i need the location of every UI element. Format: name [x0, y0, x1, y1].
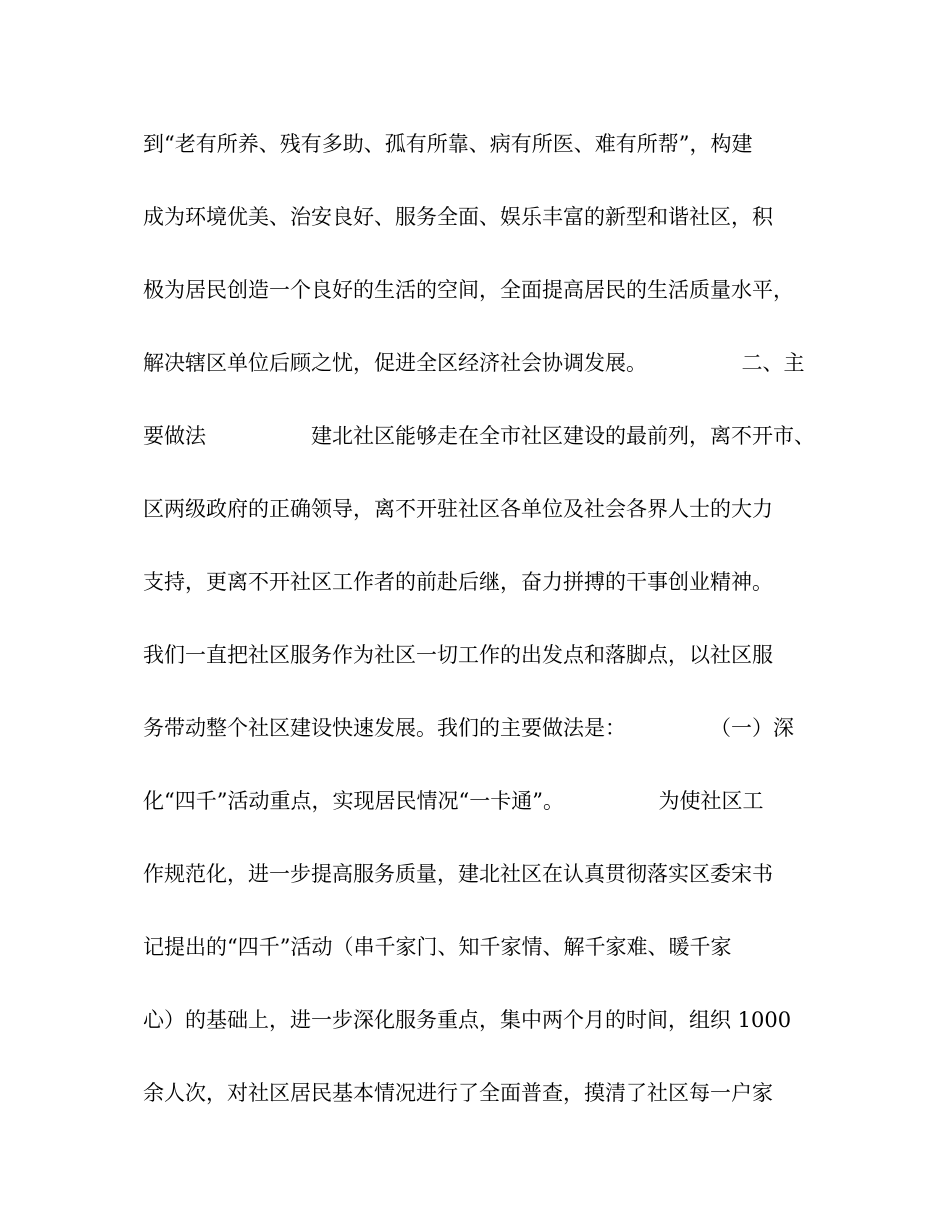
text-line: 作规范化，进一步提高服务质量，建北社区在认真贯彻落实区委宋书	[143, 862, 773, 886]
text-line: 要做法 建北社区能够走在全市社区建设的最前列，离不开市、	[143, 424, 815, 448]
text-line: 务带动整个社区建设快速发展。我们的主要做法是： （一）深	[143, 716, 794, 740]
text-line: 支持，更离不开社区工作者的前赴后继，奋力拼搏的干事创业精神。	[143, 570, 773, 594]
text-line: 极为居民创造一个良好的生活的空间，全面提高居民的生活质量水平，	[143, 278, 794, 302]
text-line: 到“老有所养、残有多助、孤有所靠、病有所医、难有所帮”，构建	[143, 132, 753, 156]
text-line: 成为环境优美、治安良好、服务全面、娱乐丰富的新型和谐社区，积	[143, 205, 773, 229]
text-line: 心）的基础上，进一步深化服务重点，集中两个月的时间，组织 1000	[143, 1008, 792, 1032]
text-line: 我们一直把社区服务作为社区一切工作的出发点和落脚点，以社区服	[143, 643, 773, 667]
text-line: 余人次，对社区居民基本情况进行了全面普查，摸清了社区每一户家	[143, 1081, 773, 1105]
text-line: 解决辖区单位后顾之忧，促进全区经济社会协调发展。 二、主	[143, 351, 805, 375]
text-line: 化“四千”活动重点，实现居民情况“一卡通”。 为使社区工	[143, 789, 764, 813]
text-line: 记提出的“四千”活动（串千家门、知千家情、解千家难、暖千家	[143, 935, 732, 959]
text-line: 区两级政府的正确领导，离不开驻社区各单位及社会各界人士的大力	[143, 497, 773, 521]
